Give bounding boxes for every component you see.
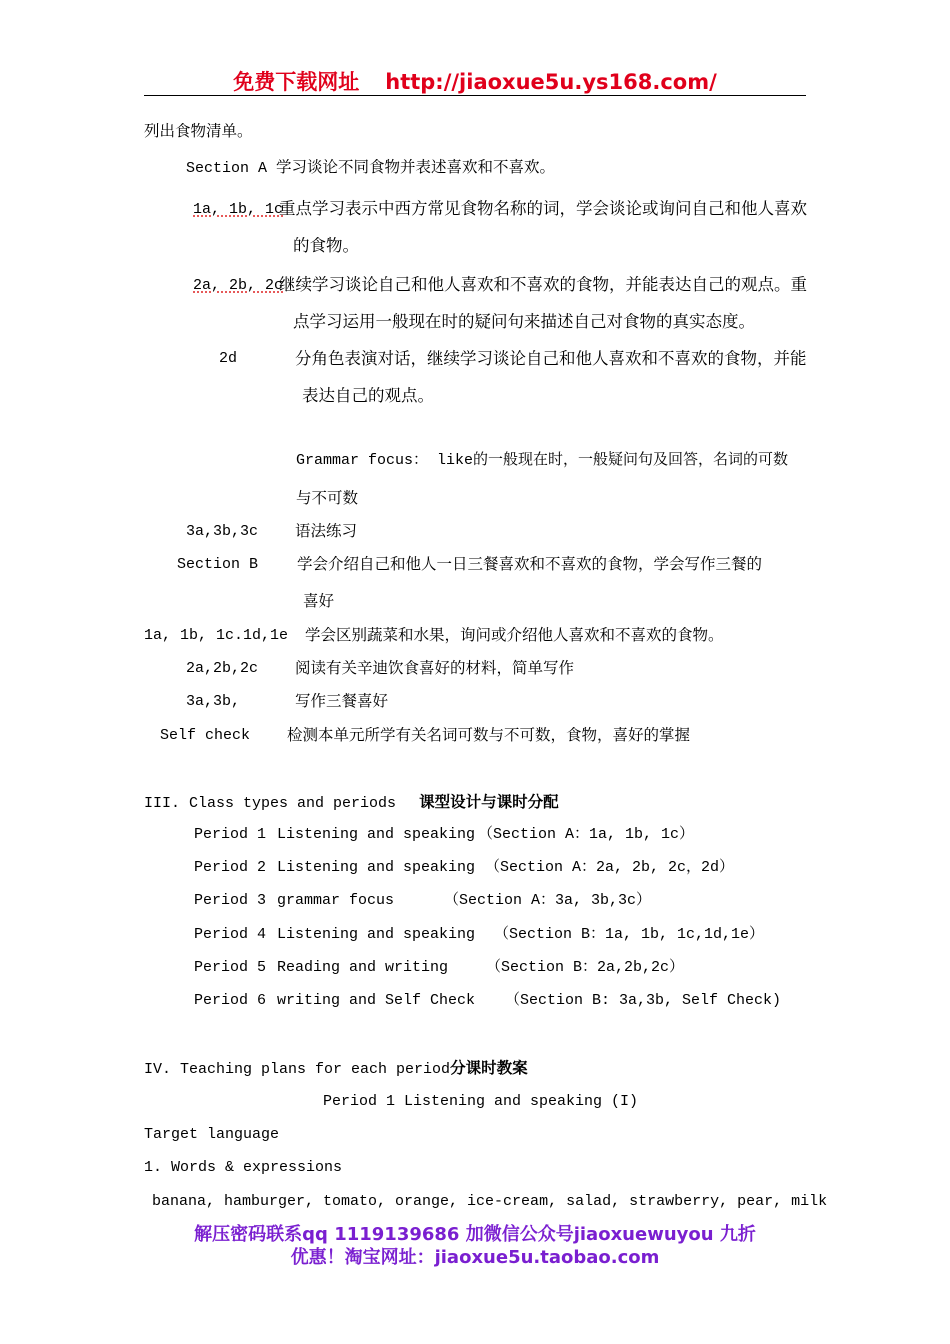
section-a-item-3-code: 2d (219, 350, 238, 367)
section-4-heading-cn: 分课时教案 (450, 1059, 528, 1077)
period-ref: （Section B: 3a,3b, Self Check) (505, 992, 782, 1009)
target-language-heading: Target language (144, 1126, 280, 1143)
section-b-item-1-desc: 学会区别蔬菜和水果，询问或介绍他人喜欢和不喜欢的食物。 (305, 626, 724, 644)
section-b-item-3-code: 3a,3b, (186, 693, 241, 710)
header-url-link[interactable]: http://jiaoxue5u.ys168.com/ (385, 70, 717, 94)
section-a-item-4-code: 3a,3b,3c (186, 523, 259, 540)
period-activity: grammar focus (277, 892, 395, 909)
header-divider (144, 95, 806, 96)
period-row (194, 959, 685, 977)
period-row (194, 992, 782, 1010)
section-a-item-1-code: 1a, 1b, 1c (193, 201, 284, 218)
section-b-item-3-desc: 写作三餐喜好 (295, 692, 389, 710)
period-row (194, 859, 735, 877)
self-check-desc: 检测本单元所学有关名词可数与不可数，食物，喜好的掌握 (287, 726, 691, 744)
section-a-desc: 学习谈论不同食物并表述喜欢和不喜欢。 (276, 158, 556, 176)
period-label: Period 3 (194, 892, 267, 909)
period-ref: （Section B：2a,2b,2c） (486, 959, 685, 976)
words-list: banana, hamburger, tomato, orange, ice-cream, salad, strawberry, pear, milk (152, 1193, 828, 1210)
period-row (194, 826, 695, 844)
period-label: Period 2 (194, 859, 267, 876)
section-a-title: Section A (186, 160, 268, 177)
period-ref: （Section B：1a, 1b, 1c,1d,1e） (494, 926, 765, 943)
section-a-item-2-line2: 点学习运用一般现在时的疑问句来描述自己对食物的真实态度。 (293, 312, 755, 331)
section-3-heading-cn: 课型设计与课时分配 (419, 793, 559, 811)
period-activity: writing and Self Check (277, 992, 476, 1009)
period-label: Period 6 (194, 992, 267, 1009)
section-3-heading (144, 793, 559, 813)
period-ref: （Section A：3a, 3b,3c） (444, 892, 652, 909)
section-4-heading (144, 1059, 528, 1079)
period-label: Period 5 (194, 959, 267, 976)
intro-line: 列出食物清单。 (144, 122, 253, 140)
period-row (194, 892, 652, 910)
section-a-heading (186, 158, 555, 178)
section-a-item-1-line2: 的食物。 (293, 236, 359, 255)
section-b-item-2-code: 2a,2b,2c (186, 660, 259, 677)
header-label: 免费下载网址 (233, 70, 360, 94)
period-activity: Reading and writing (277, 959, 449, 976)
section-a-item-4-desc: 语法练习 (295, 522, 358, 540)
section-4-heading-en: IV. Teaching plans for each period (144, 1061, 451, 1078)
section-a-item-3-line2: 表达自己的观点。 (302, 386, 434, 405)
period-activity: Listening and speaking (277, 826, 476, 843)
period-row (194, 926, 765, 944)
section-b-item-1-code: 1a, 1b, 1c.1d,1e (144, 627, 289, 644)
section-b-line1: 学会介绍自己和他人一日三餐喜欢和不喜欢的食物，学会写作三餐的 (297, 555, 763, 573)
self-check-label: Self check (160, 727, 251, 744)
period-activity: Listening and speaking (277, 859, 476, 876)
period-1-title: Period 1 Listening and speaking (I) (323, 1093, 639, 1110)
footer-line-1: 解压密码联系qq 1119139686 加微信公众号jiaoxuewuyou 九折 (194, 1224, 756, 1245)
grammar-focus-line2: 与不可数 (296, 489, 359, 507)
section-b-title: Section B (177, 556, 259, 573)
section-a-item-3-line1: 分角色表演对话，继续学习谈论自己和他人喜欢和不喜欢的食物，并能 (295, 349, 807, 368)
grammar-focus-line1: Grammar focus： like的一般现在时，一般疑问句及回答，名词的可数 (296, 452, 789, 469)
period-label: Period 1 (194, 826, 267, 843)
period-ref: （Section A：2a, 2b, 2c，2d） (485, 859, 735, 876)
period-activity: Listening and speaking (277, 926, 476, 943)
period-label: Period 4 (194, 926, 267, 943)
section-a-item-2-code: 2a, 2b, 2c (193, 277, 284, 294)
section-a-item-1-line1: 重点学习表示中西方常见食物名称的词，学会谈论或询问自己和他人喜欢 (279, 199, 807, 218)
section-b-item-2-desc: 阅读有关辛迪饮食喜好的材料，简单写作 (295, 659, 575, 677)
section-b-line2: 喜好 (303, 592, 335, 610)
period-ref: （Section A：1a, 1b, 1c） (478, 826, 695, 843)
section-3-heading-en: III. Class types and periods (144, 795, 397, 812)
footer-line-2: 优惠！淘宝网址：jiaoxue5u.taobao.com (290, 1247, 660, 1268)
words-heading: 1. Words & expressions (144, 1159, 343, 1176)
section-a-item-2-line1: 继续学习谈论自己和他人喜欢和不喜欢的食物，并能表达自己的观点。重 (279, 275, 807, 294)
header-banner (0, 66, 950, 96)
